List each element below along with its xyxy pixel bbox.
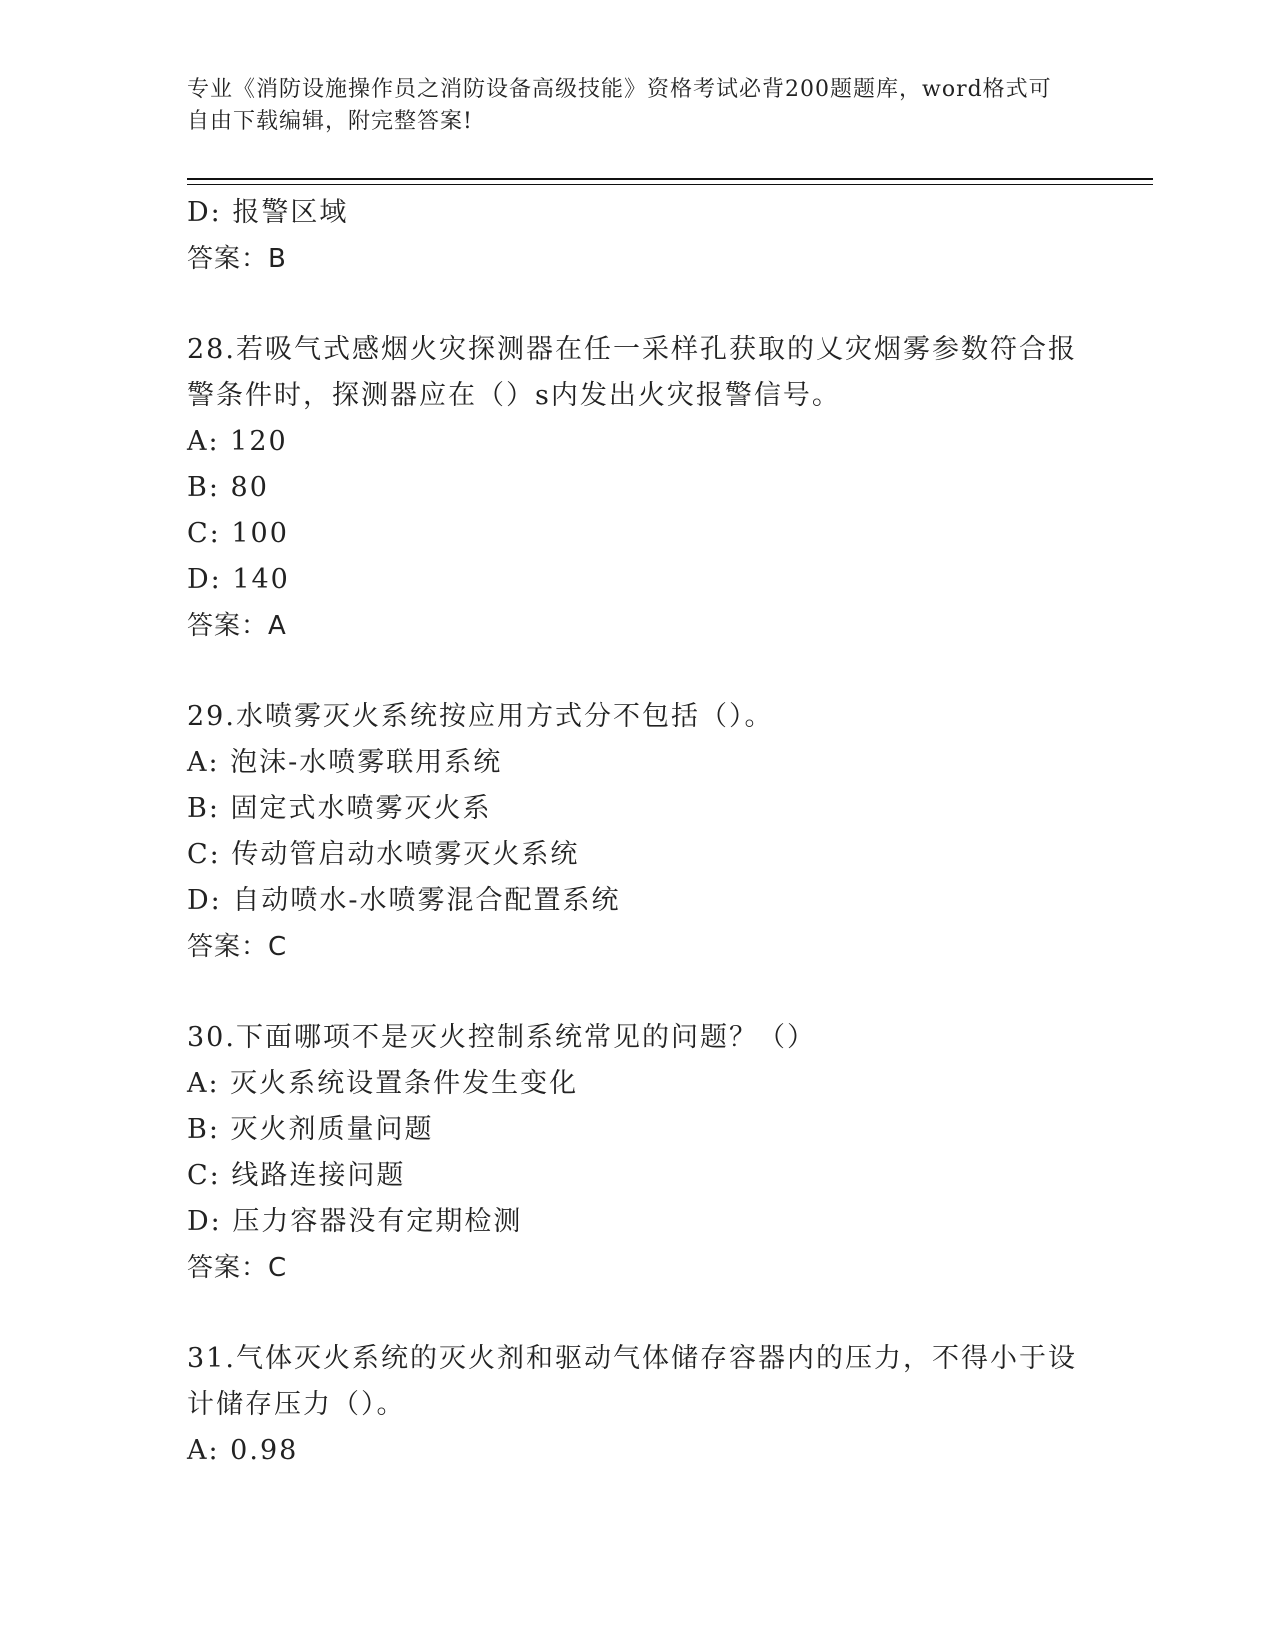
header-rule-thin [187,184,1153,185]
option-a: A: 灭火系统设置条件发生变化 [187,1068,579,1099]
header-text: 专业《消防设施操作员之消防设备高级技能》资格考试必背200题题库，word格式可自由下载编辑，附完整答案! [187,77,1052,134]
question-stem-28: 28.若吸气式感烟火灾探测器在任一采样孔获取的乂灾烟雾参数符合报警条件时，探测器应在（）s内发出火灾报警信号。 [187,334,1077,411]
option-d: D: 压力容器没有定期检测 [187,1206,523,1237]
option-c: C: 传动管启动水喷雾灭火系统 [187,839,580,870]
option-d: D: 报警区域 [187,197,349,228]
option-a: A: 泡沫-水喷雾联用系统 [187,747,503,778]
option-c: C: 线路连接问题 [187,1160,406,1191]
spacer [187,1291,1087,1336]
option-b: B: 固定式水喷雾灭火系 [187,793,492,824]
question-list [187,190,1087,1474]
answer-line: 答案：C [187,1253,288,1283]
answer-line: 答案：C [187,932,288,962]
answer-line: 答案：B [187,244,287,274]
option-a: A: 0.98 [187,1435,299,1466]
question-stem-29: 29.水喷雾灭火系统按应用方式分不包括（）。 [187,701,774,732]
spacer [187,282,1087,327]
answer-line: 答案：A [187,611,287,641]
spacer [187,649,1087,694]
option-b: B: 灭火剂质量问题 [187,1114,434,1145]
option-d: D: 自动喷水-水喷雾混合配置系统 [187,885,621,916]
option-b: B: 80 [187,472,269,503]
option-a: A: 120 [187,426,288,457]
option-c: C: 100 [187,518,289,549]
spacer [187,970,1087,1015]
question-stem-31: 31.气体灭火系统的灭火剂和驱动气体储存容器内的压力，不得小于设计储存压力（）。 [187,1343,1077,1420]
question-stem-30: 30.下面哪项不是灭火控制系统常见的问题？（） [187,1022,816,1053]
header-rule [187,178,1153,180]
document-header [187,74,1067,138]
option-d: D: 140 [187,564,290,595]
